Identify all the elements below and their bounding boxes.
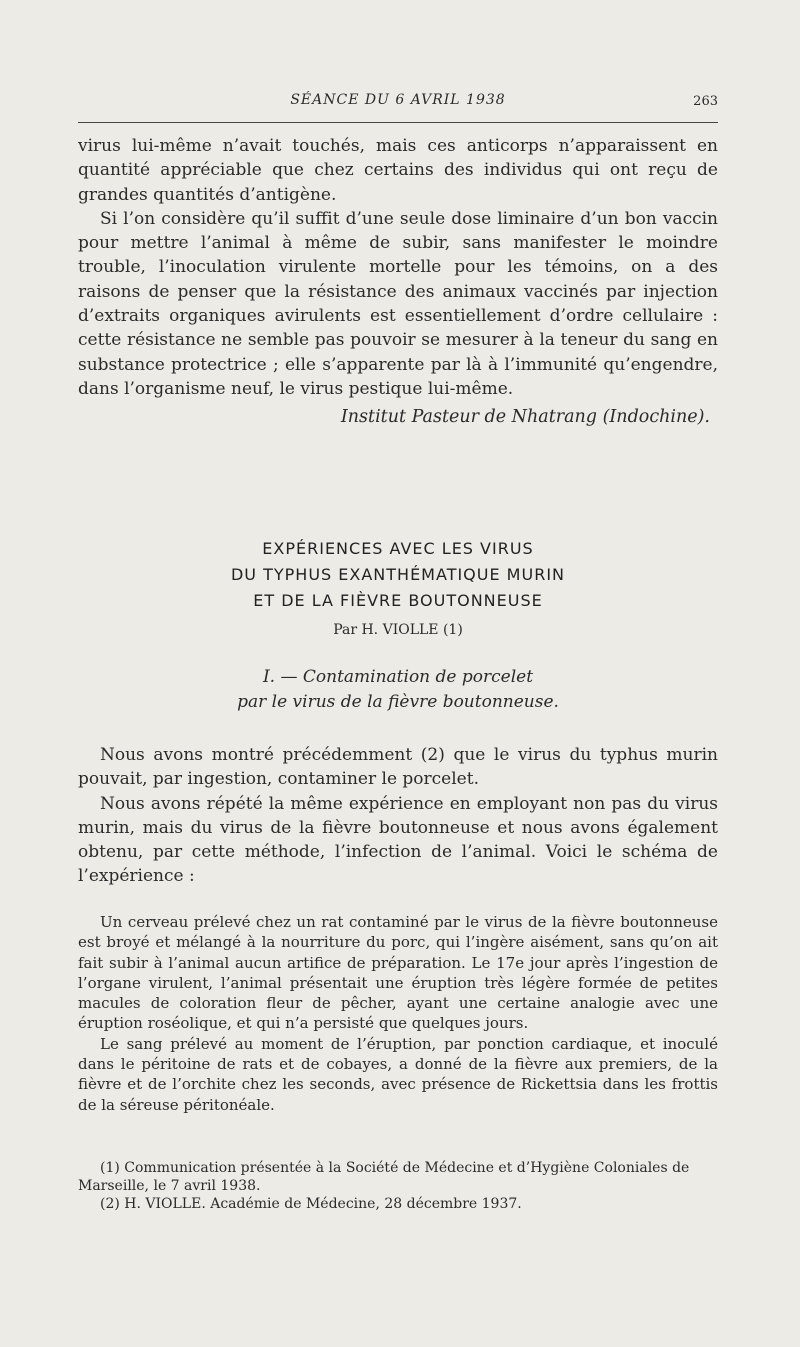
previous-article-text [78, 134, 718, 430]
paragraph: Nous avons montré précédemment (2) que le virus du typhus murin pouvait, par ingestion, contaminer le porcelet. [78, 745, 718, 790]
title-line: EXPÉRIENCES AVEC LES VIRUS [262, 539, 534, 558]
section-heading [78, 665, 718, 715]
running-title: SÉANCE DU 6 AVRIL 1938 [290, 92, 506, 108]
institution-signature: Institut Pasteur de Nhatrang (Indochine). [340, 407, 710, 428]
footnote: (2) H. VIOLLE. Académie de Médecine, 28 décembre 1937. [100, 1196, 522, 1212]
running-header [78, 92, 718, 116]
experiment-description [78, 912, 718, 1115]
paragraph: Nous avons répété la même expérience en employant non pas du virus murin, mais du virus de la fièvre boutonneuse et nous avons également obtenu, par cette méthode, l’infection de l’animal. Voici le schéma de l’expérience : [78, 793, 718, 887]
paragraph: Un cerveau prélevé chez un rat contaminé par le virus de la fièvre boutonneuse est broyé et mélangé à la nourriture du porc, qui l’ingère aisément, sans qu’on ait fait subir à l’animal aucun artifice de préparation. Le 17e jour après l’ingestion de l’organe virulent, l’animal présentait une éruption très légère formée de petites macules de coloration fleur de pêcher, ayant une certaine analogie avec une éruption roséolique, et qui n’a persisté que quelques jours. [78, 913, 718, 1033]
footnote: (1) Communication présentée à la Société de Médecine et d’Hygiène Coloniales de Marseille, le 7 avril 1938. [78, 1160, 690, 1194]
footnotes [78, 1159, 718, 1213]
article-author: Par H. VIOLLE (1) [333, 622, 463, 638]
paragraph: virus lui-même n’avait touchés, mais ces anticorps n’apparaissent en quantité appréciable que chez certains des individus qui ont reçu de grandes quantités d’antigène. [78, 136, 718, 205]
section-line: I. — Contamination de porcelet [262, 667, 534, 687]
page-number: 263 [693, 94, 718, 109]
header-rule [78, 122, 718, 123]
section-line: par le virus de la fièvre boutonneuse. [237, 692, 559, 712]
article-title [78, 536, 718, 614]
title-line: ET DE LA FIÈVRE BOUTONNEUSE [253, 591, 543, 610]
paragraph: Si l’on considère qu’il suffit d’une seule dose liminaire d’un bon vaccin pour mettre l’animal à même de subir, sans manifester le moindre trouble, l’inoculation virulente mortelle pour les témoins, on a des raisons de penser que la résistance des animaux vaccinés par injection d’extraits organiques avirulents est essentiellement d’ordre cellulaire : cette résistance ne semble pas pouvoir se mesurer à la teneur du sang en substance protectrice ; elle s’apparente par là à l’immunité qu’engendre, dans l’organisme neuf, le virus pestique lui-même. [78, 208, 718, 399]
article-body [78, 743, 718, 889]
paragraph: Le sang prélevé au moment de l’éruption, par ponction cardiaque, et inoculé dans le péritoine de rats et de cobayes, a donné de la fièvre aux premiers, de la fièvre et de l’orchite chez les seconds, avec présence de Rickettsia dans les frottis de la séreuse péritonéale. [78, 1034, 718, 1114]
title-line: DU TYPHUS EXANTHÉMATIQUE MURIN [230, 565, 565, 584]
